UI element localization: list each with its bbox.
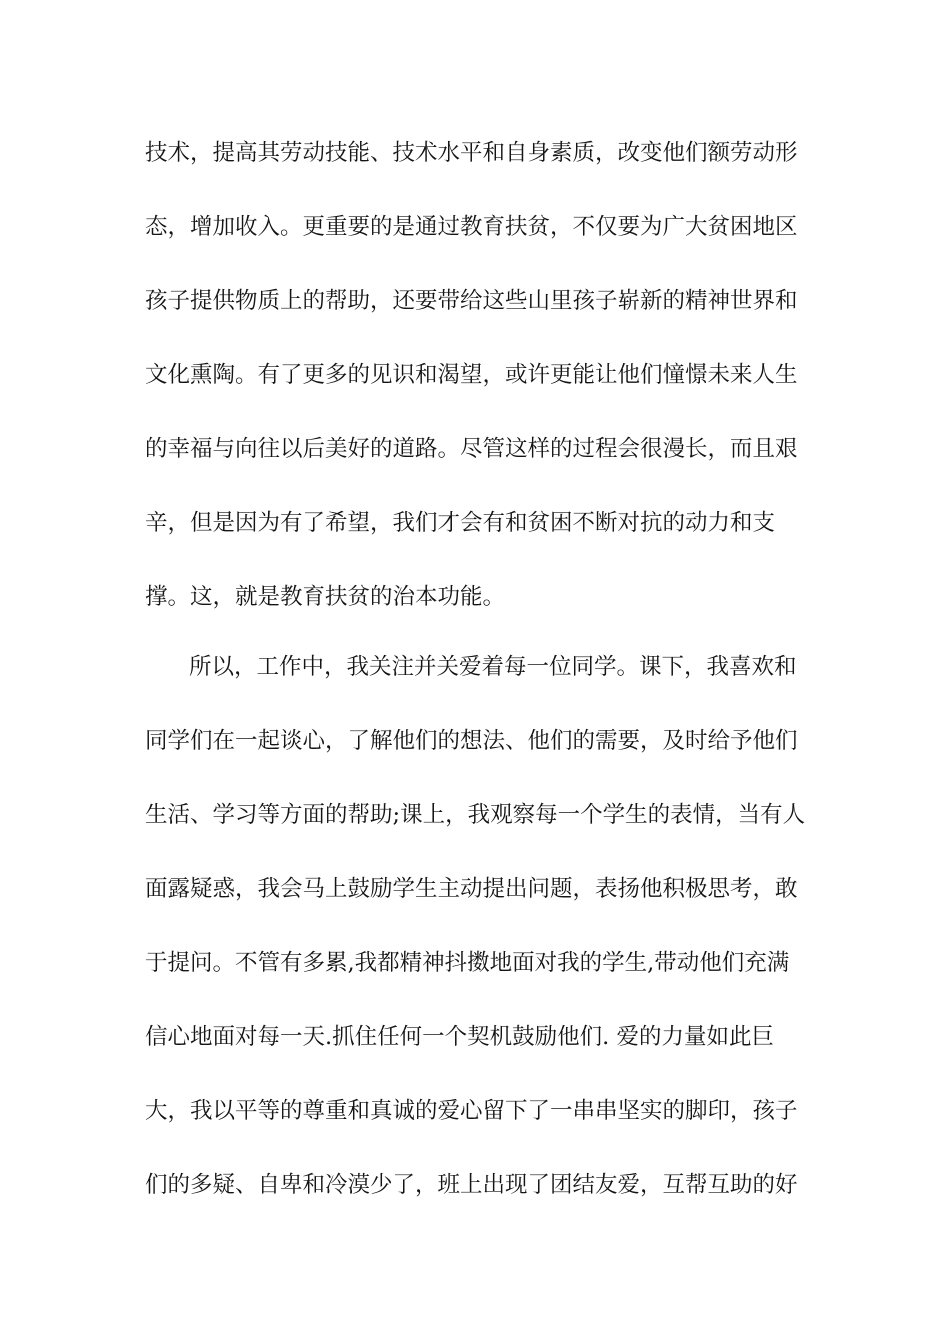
text-line: 孩子提供物质上的帮助，还要带给这些山里孩子崭新的精神世界和 [145, 288, 798, 314]
text-line: 信心地面对每一天.抓住任何一个契机鼓励他们. 爱的力量如此巨 [145, 1024, 774, 1050]
text-line: 技术，提高其劳动技能、技术水平和自身素质，改变他们额劳动形 [145, 140, 798, 166]
text-line: 同学们在一起谈心，了解他们的想法、他们的需要，及时给予他们 [145, 728, 798, 754]
text-line: 撑。这，就是教育扶贫的治本功能。 [145, 584, 506, 610]
text-line: 面露疑惑，我会马上鼓励学生主动提出问题，表扬他积极思考，敢 [145, 876, 798, 902]
text-line: 于提问。不管有多累,我都精神抖擞地面对我的学生,带动他们充满 [145, 950, 790, 976]
text-line: 大，我以平等的尊重和真诚的爱心留下了一串串坚实的脚印，孩子 [145, 1098, 798, 1124]
text-line: 们的多疑、自卑和冷漠少了，班上出现了团结友爱，互帮互助的好 [145, 1172, 798, 1198]
text-line: 辛，但是因为有了希望，我们才会有和贫困不断对抗的动力和支 [145, 510, 776, 536]
text-line: 文化熏陶。有了更多的见识和渴望，或许更能让他们憧憬未来人生 [145, 362, 798, 388]
paragraph-first-line: 所以，工作中，我关注并关爱着每一位同学。课下，我喜欢和 [189, 654, 797, 680]
text-line: 生活、学习等方面的帮助;课上，我观察每一个学生的表情，当有人 [145, 802, 806, 828]
text-line: 的幸福与向往以后美好的道路。尽管这样的过程会很漫长，而且艰 [145, 436, 798, 462]
text-line: 态，增加收入。更重要的是通过教育扶贫，不仅要为广大贫困地区 [145, 214, 798, 240]
